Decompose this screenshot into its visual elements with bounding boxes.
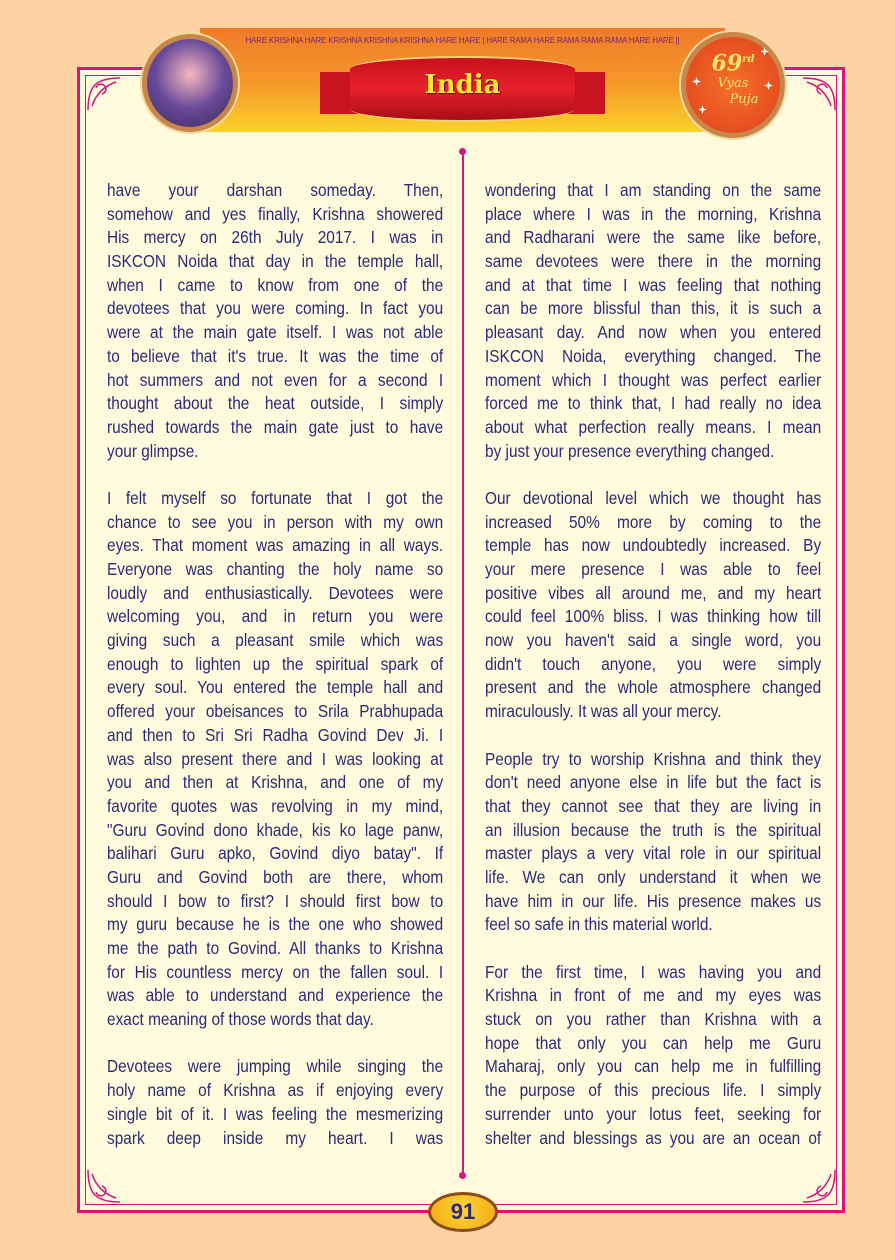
text-line: didn't touch anyone, you were simply	[485, 653, 822, 674]
text-line: for His countless mercy on the fallen soul. I	[107, 961, 444, 982]
badge-line2: Puja	[729, 92, 759, 108]
text-line: Devotees were jumping while singing the	[107, 1056, 444, 1077]
text-line: hot summers and not even for a second I	[107, 369, 444, 390]
text-line: favorite quotes was revolving in my mind,	[107, 795, 444, 816]
text-line: exact meaning of those words that day.	[107, 1009, 374, 1030]
text-line: temple has now undoubtedly increased. By	[485, 535, 822, 556]
chant-text: HARE KRISHNA HARE KRISHNA KRISHNA KRISHNA HARE HARE | HARE RAMA HARE RAMA RAMA RAMA HARE HARE ||	[245, 36, 680, 45]
text-line: wondering that I am standing on the same	[485, 180, 822, 200]
text-line: For the first time, I was having you and	[485, 961, 822, 982]
text-line: every soul. You entered the temple hall and	[107, 677, 444, 698]
text-column-left	[107, 179, 443, 1174]
text-line: stuck on you rather than Krishna with a	[485, 1009, 822, 1030]
badge-suffix: rd	[742, 54, 755, 65]
text-line: welcoming you, and in return you were	[107, 606, 444, 627]
section-title: India	[424, 70, 501, 100]
text-line: loudly and enthusiastically. Devotees were	[107, 582, 444, 603]
text-line: feel so safe in this material world.	[485, 914, 713, 935]
text-line: surrender unto your lotus feet, seeking for	[485, 1103, 822, 1124]
text-line: single bit of it. I was feeling the mesmerizing	[107, 1103, 444, 1124]
text-line: when I came to know from one of the	[107, 274, 444, 295]
text-line: and then to Sri Sri Radha Govind Dev Ji. I	[107, 724, 444, 745]
text-line: His mercy on 26th July 2017. I was in	[107, 227, 444, 248]
text-line: balihari Guru apko, Govind diyo batay". If	[107, 843, 444, 864]
text-line: and at that time I was feeling that nothing	[485, 274, 822, 295]
text-line: your mere presence I was able to feel	[485, 559, 822, 579]
divider-dot	[459, 148, 466, 155]
text-line: eyes. That moment was amazing in all ways.	[107, 535, 444, 556]
text-line: hope that only you can help me Guru	[485, 1032, 822, 1053]
text-line: enough to lighten up the spiritual spark of	[107, 653, 444, 674]
text-line: People try to worship Krishna and think they	[485, 748, 822, 769]
text-line: spark deep inside my heart. I was	[107, 1127, 444, 1148]
text-line: were at the main gate itself. I was not able	[107, 322, 444, 343]
ornament-corner-icon	[801, 76, 837, 112]
text-line: was also present there and I was looking at	[107, 748, 444, 769]
text-line: my guru because he is the one who showed	[107, 914, 444, 935]
paragraph	[107, 1055, 443, 1150]
text-line: Krishna in front of me and my eyes was	[485, 985, 822, 1006]
text-line: the purpose of this precious life. I simply	[485, 1080, 822, 1101]
text-line: "Guru Govind dono khade, kis ko lage panw,	[107, 819, 444, 840]
text-line: ISKCON Noida that day in the temple hall,	[107, 251, 444, 272]
ornament-corner-icon	[86, 76, 122, 112]
text-line: present and the whole atmosphere changed	[485, 677, 822, 698]
text-line: Guru and Govind both are there, whom	[107, 866, 444, 887]
text-line: holy name of Krishna as if enjoying every	[107, 1080, 444, 1101]
paragraph	[485, 179, 821, 463]
text-line: have your darshan someday. Then,	[107, 180, 444, 200]
text-line: was able to understand and experience the	[107, 985, 444, 1006]
text-line: pleasant day. And now when you entered	[485, 322, 822, 343]
paragraph	[485, 748, 821, 938]
text-line: ISKCON Noida, everything changed. The	[485, 345, 822, 366]
text-line: have him in our life. His presence makes us	[485, 890, 822, 911]
deity-image-medallion	[142, 34, 238, 132]
text-line: could feel 100% bliss. I was thinking how till	[485, 606, 822, 627]
text-line: you and then at Krishna, and one of my	[107, 772, 444, 793]
text-line: Maharaj, only you can help me in fulfilling	[485, 1056, 822, 1077]
divider-dot	[459, 1172, 466, 1179]
text-line: forced me to think that, I had really no idea	[485, 393, 822, 414]
text-line: positive vibes all around me, and my heart	[485, 582, 822, 603]
paragraph	[107, 487, 443, 1032]
text-line: me the path to Govind. All thanks to Krishna	[107, 938, 444, 958]
text-line: life. We can only understand it when we	[485, 866, 822, 887]
badge-number: 69	[711, 50, 743, 77]
paragraph	[485, 487, 821, 724]
page-number: 91	[428, 1192, 498, 1232]
text-line: your glimpse.	[107, 440, 199, 461]
text-line: thought about the heat outside, I simply	[107, 393, 444, 414]
text-line: about what perfection really means. I mean	[485, 416, 822, 437]
text-line: now you haven't said a single word, you	[485, 630, 822, 651]
text-line: Everyone was chanting the holy name so	[107, 559, 444, 579]
text-line: chance to see you in person with my own	[107, 511, 444, 532]
text-line: an illusion because the truth is the spiritual	[485, 819, 822, 840]
text-line: can be more blissful than this, it is such a	[485, 298, 822, 319]
text-column-right	[485, 179, 821, 1174]
text-line: and Radharani were the same like before,	[485, 227, 822, 248]
text-line: same devotees were there in the morning	[485, 251, 822, 272]
text-line: master plays a very vital role in our spiritual	[485, 843, 822, 864]
badge-line1: Vyas	[717, 76, 749, 92]
text-line: should I bow to first? I should first bow to	[107, 890, 444, 911]
text-line: Our devotional level which we thought has	[485, 487, 822, 508]
paragraph	[485, 961, 821, 1151]
column-divider	[462, 152, 464, 1175]
text-line: to believe that it's true. It was the time of	[107, 345, 444, 366]
text-line: moment which I thought was perfect earlier	[485, 369, 822, 390]
text-line: that they cannot see that they are living in	[485, 795, 822, 816]
header-banner	[200, 28, 725, 132]
vyas-puja-badge	[681, 32, 785, 138]
text-line: place where I was in the morning, Krishna	[485, 203, 822, 224]
title-ribbon	[350, 56, 575, 122]
text-line: somehow and yes finally, Krishna showered	[107, 203, 444, 224]
text-line: giving such a pleasant smile which was	[107, 630, 444, 651]
text-line: devotees that you were coming. In fact you	[107, 298, 444, 319]
text-line: by just your presence everything changed.	[485, 440, 775, 461]
text-line: don't need anyone else in life but the fact is	[485, 772, 822, 793]
text-line: increased 50% more by coming to the	[485, 511, 822, 532]
text-line: rushed towards the main gate just to have	[107, 416, 444, 437]
text-line: offered your obeisances to Srila Prabhupada	[107, 701, 444, 722]
text-line: miraculously. It was all your mercy.	[485, 701, 722, 722]
text-line: shelter and blessings as you are an ocean of	[485, 1127, 822, 1148]
text-line: I felt myself so fortunate that I got the	[107, 487, 444, 508]
paragraph	[107, 179, 443, 463]
